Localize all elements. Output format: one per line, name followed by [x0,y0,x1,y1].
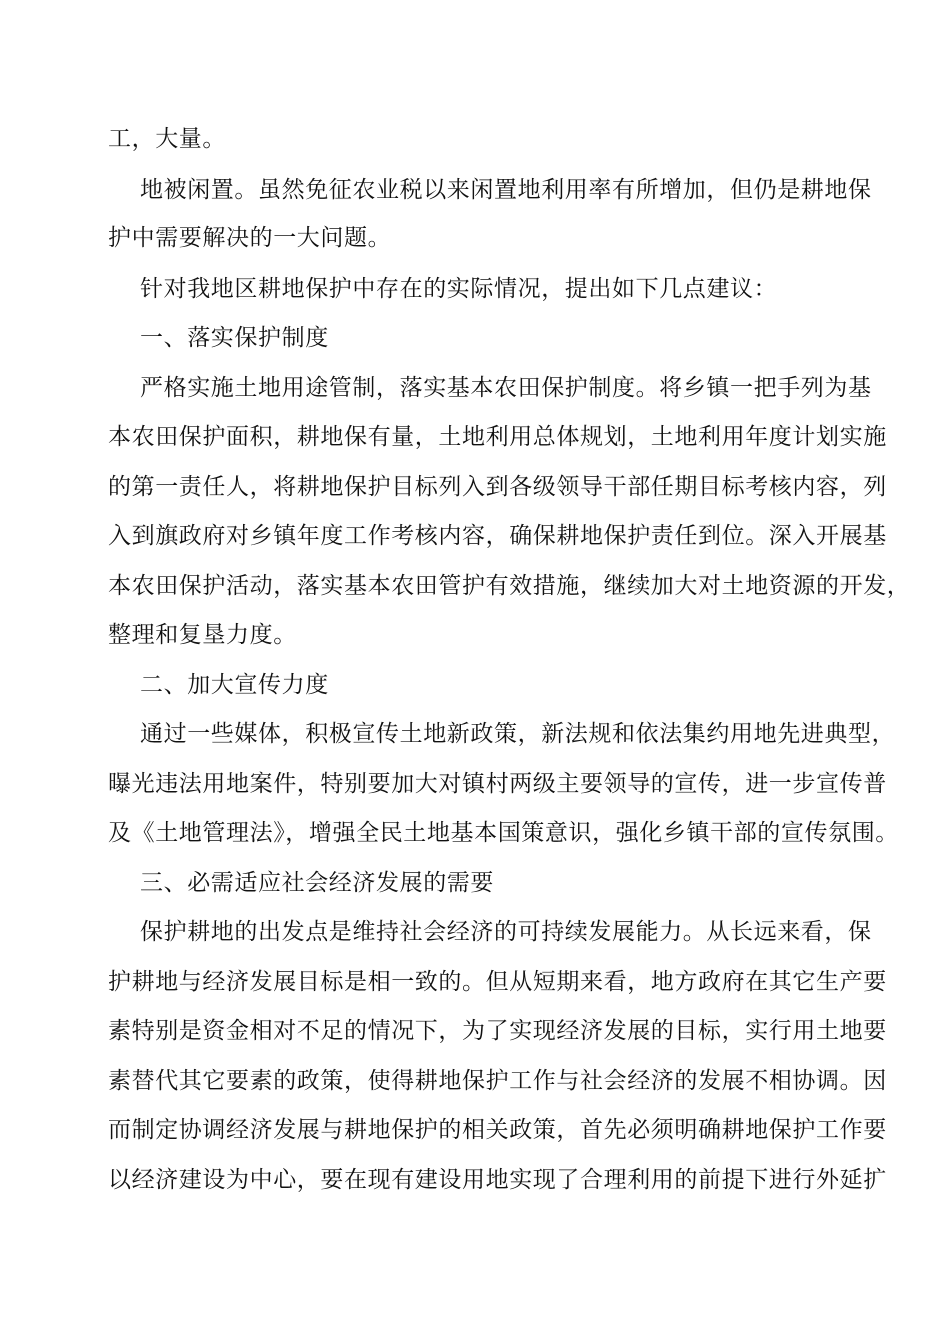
text-line: 保护耕地的出发点是维持社会经济的可持续发展能力。从长远来看，保 [140,919,872,945]
text-line: 地被闲置。虽然免征农业税以来闲置地利用率有所增加，但仍是耕地保 [140,177,872,203]
section-heading: 三、必需适应社会经济发展的需要 [140,870,494,896]
section-heading: 二、加大宣传力度 [140,672,329,698]
text-line: 而制定协调经济发展与耕地保护的相关政策，首先必须明确耕地保护工作要 [108,1117,887,1143]
text-line: 曝光违法用地案件，特别要加大对镇村两级主要领导的宣传，进一步宣传普 [108,771,887,797]
section-heading: 一、落实保护制度 [140,325,329,351]
text-line: 护耕地与经济发展目标是相一致的。但从短期来看，地方政府在其它生产要 [108,969,887,995]
text-line: 护中需要解决的一大问题。 [108,225,392,251]
text-line: 入到旗政府对乡镇年度工作考核内容，确保耕地保护责任到位。深入开展基 [108,523,887,549]
text-line: 本农田保护面积，耕地保有量，土地利用总体规划，土地利用年度计划实施 [108,424,887,450]
text-line: 素特别是资金相对不足的情况下，为了实现经济发展的目标，实行用土地要 [108,1018,887,1044]
text-line: 以经济建设为中心，要在现有建设用地实现了合理利用的前提下进行外延扩 [108,1167,887,1193]
text-line: 严格实施土地用途管制，落实基本农田保护制度。将乡镇一把手列为基 [140,375,872,401]
text-line: 的第一责任人，将耕地保护目标列入到各级领导干部任期目标考核内容，列 [108,474,887,500]
text-line: 整理和复垦力度。 [108,622,297,648]
text-line: 通过一些媒体，积极宣传土地新政策，新法规和依法集约用地先进典型， [140,721,896,747]
text-line: 针对我地区耕地保护中存在的实际情况，提出如下几点建议： [140,276,778,302]
text-line: 素替代其它要素的政策，使得耕地保护工作与社会经济的发展不相协调。因 [108,1068,887,1094]
text-line: 工，大量。 [108,126,226,152]
text-line: 本农田保护活动，落实基本农田管护有效措施，继续加大对土地资源的开发， [108,573,911,599]
text-line: 及《土地管理法》，增强全民土地基本国策意识，强化乡镇干部的宣传氛围。 [108,820,899,846]
